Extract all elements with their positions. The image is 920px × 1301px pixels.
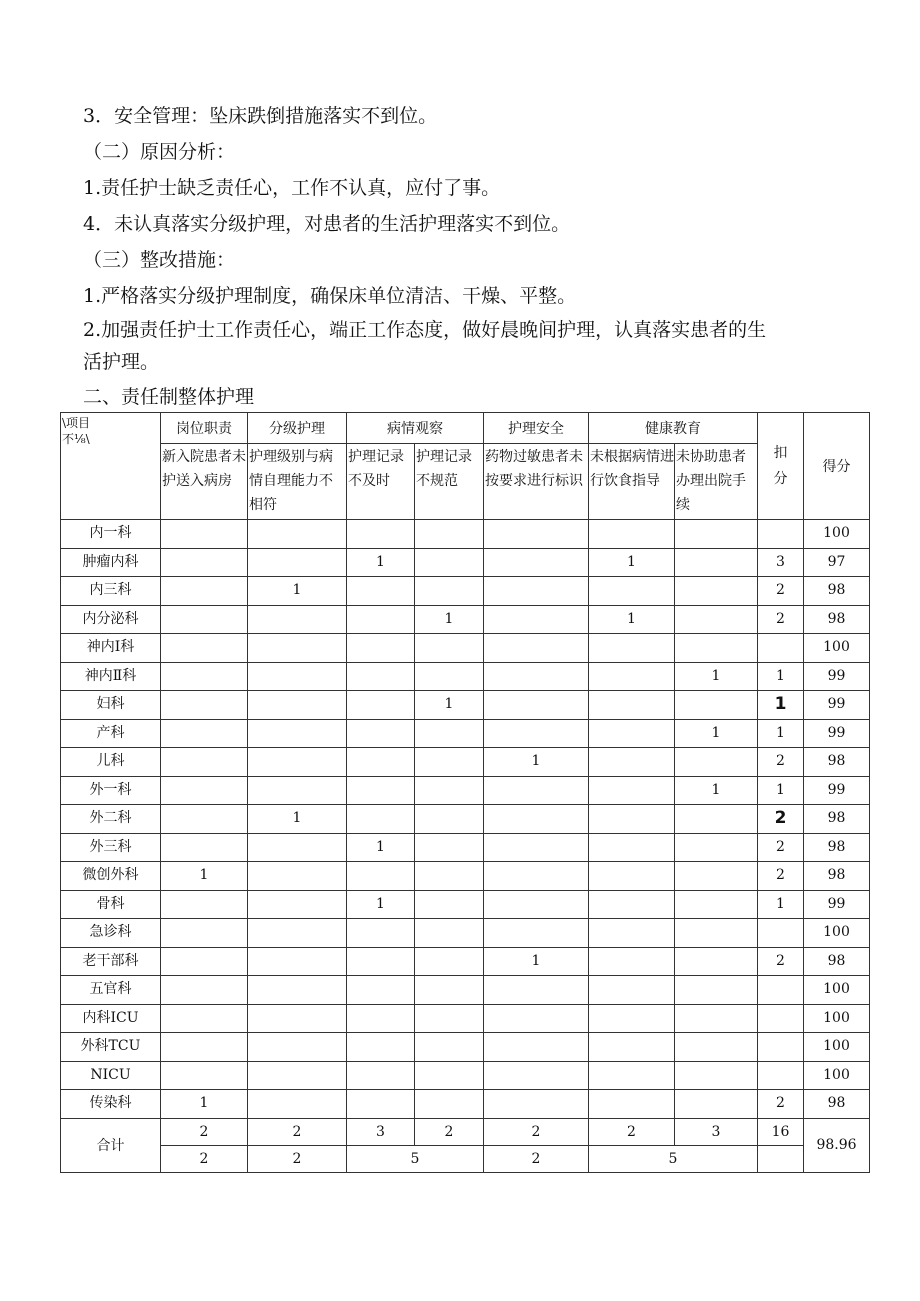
count-cell [415,520,484,549]
count-cell [484,890,589,919]
score-cell: 100 [804,634,870,663]
score-cell: 99 [804,662,870,691]
count-cell [484,605,589,634]
count-cell [589,947,675,976]
count-cell [248,976,347,1005]
count-cell [589,662,675,691]
count-cell [347,1004,415,1033]
count-cell [484,833,589,862]
count-cell [347,662,415,691]
count-cell [161,520,248,549]
table-row [61,577,870,606]
count-cell [248,634,347,663]
total-cell: 2 [161,1145,248,1172]
deduct-cell [758,1061,804,1090]
deduct-cell: 2 [758,947,804,976]
count-cell [161,890,248,919]
count-cell [675,634,758,663]
corner-cell [61,413,161,520]
count-cell [248,605,347,634]
count-cell [415,1004,484,1033]
table-row [61,691,870,720]
total-cell: 2 [484,1145,589,1172]
count-cell [347,919,415,948]
count-cell [248,862,347,891]
score-cell: 99 [804,890,870,919]
count-cell [161,976,248,1005]
table-row [61,890,870,919]
table-row [61,862,870,891]
count-cell: 1 [675,662,758,691]
score-cell: 100 [804,520,870,549]
count-cell [484,1090,589,1119]
deduct-cell: 2 [758,862,804,891]
table-row [61,919,870,948]
total-cell: 2 [484,1118,589,1145]
deduct-cell: 2 [758,1090,804,1119]
count-cell [675,748,758,777]
section-title: 二、责任制整体护理 [83,386,255,408]
count-cell [589,1061,675,1090]
count-cell [347,520,415,549]
count-cell [484,976,589,1005]
count-cell [589,634,675,663]
group-header: 健康教育 [589,413,758,444]
deduct-cell: 2 [758,605,804,634]
count-cell [589,520,675,549]
count-cell [248,662,347,691]
department-cell: 外科TCU [61,1033,161,1062]
deduct-cell [758,919,804,948]
count-cell [415,947,484,976]
department-cell: 微创外科 [61,862,161,891]
count-cell [347,691,415,720]
table-row [61,805,870,834]
count-cell [589,1090,675,1119]
count-cell [484,691,589,720]
count-cell [161,662,248,691]
count-cell [589,833,675,862]
count-cell [248,833,347,862]
department-cell: 内科ICU [61,1004,161,1033]
nursing-table [60,412,870,1173]
table-row [61,776,870,805]
count-cell [347,605,415,634]
score-cell: 100 [804,1061,870,1090]
count-cell [675,1061,758,1090]
subheader: 未协助患者办理出院手续 [675,444,758,520]
count-cell [415,776,484,805]
count-cell [415,1061,484,1090]
group-header: 病情观察 [347,413,484,444]
count-cell [484,548,589,577]
count-cell [161,748,248,777]
score-cell: 98 [804,748,870,777]
group-header: 分级护理 [248,413,347,444]
department-cell: 急诊科 [61,919,161,948]
deduct-cell: 1 [758,662,804,691]
count-cell: 1 [675,776,758,805]
total-cell: 2 [248,1145,347,1172]
count-cell [484,919,589,948]
table-row [61,548,870,577]
score-cell: 99 [804,691,870,720]
deduct-cell: 2 [758,577,804,606]
count-cell [675,1033,758,1062]
subheader: 药物过敏患者未按要求进行标识 [484,444,589,520]
subheader: 未根据病情进行饮食指导 [589,444,675,520]
department-cell: 外三科 [61,833,161,862]
table-row [61,833,870,862]
paragraph-6: 1.严格落实分级护理制度，确保床单位清洁、干燥、平整。 [83,285,577,307]
count-cell [161,605,248,634]
count-cell [248,776,347,805]
department-cell: 产科 [61,719,161,748]
count-cell [484,719,589,748]
deduct-cell [758,520,804,549]
count-cell [161,1061,248,1090]
count-cell [161,548,248,577]
table-row [61,1061,870,1090]
count-cell [248,890,347,919]
count-cell [675,520,758,549]
total-cell: 2 [161,1118,248,1145]
count-cell [347,976,415,1005]
count-cell [347,577,415,606]
deduct-header: 扣 分 [758,413,804,520]
count-cell [589,748,675,777]
department-cell: 外一科 [61,776,161,805]
department-cell: 传染科 [61,1090,161,1119]
deduct-cell: 1 [758,776,804,805]
table-row [61,1004,870,1033]
count-cell [161,919,248,948]
score-cell: 98 [804,833,870,862]
deduct-cell: 2 [758,748,804,777]
count-cell [415,833,484,862]
count-cell [589,577,675,606]
count-cell [415,748,484,777]
total-cell: 5 [347,1145,484,1172]
subheader: 护理记录不规范 [415,444,484,520]
deduct-cell: 2 [758,805,804,834]
count-cell [675,890,758,919]
deduct-cell: 2 [758,833,804,862]
score-cell: 99 [804,776,870,805]
department-cell: 骨科 [61,890,161,919]
count-cell [161,1004,248,1033]
department-cell: 妇科 [61,691,161,720]
count-cell [589,919,675,948]
score-cell: 97 [804,548,870,577]
count-cell [347,1090,415,1119]
count-cell [248,1004,347,1033]
count-cell [415,719,484,748]
total-cell: 2 [415,1118,484,1145]
subheader: 新入院患者未护送入病房 [161,444,248,520]
count-cell [484,805,589,834]
subheader: 护理记录不及时 [347,444,415,520]
score-cell: 98 [804,805,870,834]
department-cell: 老干部科 [61,947,161,976]
count-cell: 1 [161,1090,248,1119]
deduct-cell [758,1004,804,1033]
count-cell: 1 [347,890,415,919]
score-cell: 98 [804,947,870,976]
table-row [61,520,870,549]
count-cell [484,1033,589,1062]
count-cell [161,947,248,976]
count-cell: 1 [347,548,415,577]
count-cell [248,719,347,748]
table-row [61,662,870,691]
table-row [61,748,870,777]
count-cell [415,1090,484,1119]
count-cell [415,976,484,1005]
count-cell [589,776,675,805]
count-cell [589,1004,675,1033]
count-cell [415,890,484,919]
score-cell: 100 [804,919,870,948]
count-cell [415,862,484,891]
department-cell: 内一科 [61,520,161,549]
total-cell: 2 [248,1118,347,1145]
count-cell: 1 [161,862,248,891]
total-cell: 2 [589,1118,675,1145]
count-cell [484,776,589,805]
count-cell [675,862,758,891]
deduct-cell [758,976,804,1005]
table-row [61,605,870,634]
count-cell [589,719,675,748]
count-cell [347,776,415,805]
score-cell: 100 [804,976,870,1005]
deduct-cell: 1 [758,890,804,919]
count-cell [675,919,758,948]
count-cell [675,1004,758,1033]
department-cell: 外二科 [61,805,161,834]
department-cell: 内三科 [61,577,161,606]
count-cell [484,577,589,606]
department-cell: NICU [61,1061,161,1090]
count-cell [415,919,484,948]
deduct-cell [758,1033,804,1062]
count-cell [675,947,758,976]
count-cell: 1 [248,577,347,606]
deduct-cell: 1 [758,719,804,748]
count-cell [675,833,758,862]
count-cell: 1 [484,947,589,976]
count-cell [161,719,248,748]
count-cell [161,833,248,862]
count-cell [484,662,589,691]
count-cell [347,719,415,748]
count-cell [248,1090,347,1119]
paragraph-7: 2.加强责任护士工作责任心，端正工作态度，做好晨晚间护理，认真落实患者的生 [83,319,767,341]
corner-top: \项目 [62,416,91,430]
count-cell [347,1033,415,1062]
total-deduct: 16 [758,1118,804,1145]
count-cell [675,1090,758,1119]
count-cell [248,548,347,577]
count-cell [589,976,675,1005]
deduct-cell [758,634,804,663]
count-cell [589,862,675,891]
count-cell [248,1061,347,1090]
count-cell [347,805,415,834]
score-cell: 98 [804,862,870,891]
paragraph-2: （二）原因分析： [83,141,236,163]
score-cell: 98 [804,1090,870,1119]
count-cell [248,1033,347,1062]
count-cell [589,691,675,720]
count-cell [675,577,758,606]
subheader: 护理级别与病情自理能力不相符 [248,444,347,520]
department-cell: 神内Ⅰ科 [61,634,161,663]
count-cell [248,947,347,976]
paragraph-3: 1.责任护士缺乏责任心，工作不认真，应付了事。 [83,177,501,199]
count-cell [347,947,415,976]
count-cell [675,548,758,577]
table-row [61,947,870,976]
count-cell [347,1061,415,1090]
table-row [61,634,870,663]
total-deduct-empty [758,1145,804,1172]
count-cell [484,1061,589,1090]
count-cell: 1 [589,548,675,577]
count-cell [248,919,347,948]
count-cell [675,605,758,634]
count-cell [161,577,248,606]
corner-bottom: 不⅛\ [62,432,90,446]
department-cell: 五官科 [61,976,161,1005]
count-cell [484,520,589,549]
table-row [61,1090,870,1119]
group-header: 岗位职责 [161,413,248,444]
total-score: 98.96 [804,1118,870,1172]
total-label: 合计 [61,1118,161,1172]
count-cell [675,976,758,1005]
count-cell [589,890,675,919]
count-cell [589,1033,675,1062]
count-cell [675,691,758,720]
group-header: 护理安全 [484,413,589,444]
count-cell [484,862,589,891]
department-cell: 神内Ⅱ科 [61,662,161,691]
count-cell [589,805,675,834]
deduct-cell: 3 [758,548,804,577]
score-cell: 100 [804,1004,870,1033]
count-cell [415,1033,484,1062]
count-cell [161,776,248,805]
count-cell: 1 [589,605,675,634]
count-cell [415,805,484,834]
count-cell [248,748,347,777]
total-cell: 3 [347,1118,415,1145]
total-cell: 5 [589,1145,758,1172]
table-row [61,1033,870,1062]
count-cell [347,862,415,891]
count-cell [675,805,758,834]
count-cell [415,548,484,577]
count-cell [415,662,484,691]
department-cell: 肿瘤内科 [61,548,161,577]
paragraph-8: 活护理。 [83,351,160,373]
score-cell: 99 [804,719,870,748]
count-cell [248,520,347,549]
paragraph-4: 4．未认真落实分级护理，对患者的生活护理落实不到位。 [83,213,571,235]
count-cell [248,691,347,720]
department-cell: 儿科 [61,748,161,777]
score-header: 得分 [804,413,870,520]
count-cell [484,634,589,663]
score-cell: 98 [804,577,870,606]
count-cell [347,748,415,777]
table-row [61,719,870,748]
total-cell: 3 [675,1118,758,1145]
count-cell: 1 [415,605,484,634]
count-cell [415,577,484,606]
count-cell: 1 [415,691,484,720]
count-cell: 1 [484,748,589,777]
deduct-cell: 1 [758,691,804,720]
count-cell [161,1033,248,1062]
department-cell: 内分泌科 [61,605,161,634]
count-cell: 1 [347,833,415,862]
count-cell [415,634,484,663]
score-cell: 100 [804,1033,870,1062]
table-row [61,976,870,1005]
count-cell [161,691,248,720]
count-cell [161,805,248,834]
count-cell: 1 [248,805,347,834]
count-cell [484,1004,589,1033]
paragraph-5: （三）整改措施： [83,249,236,271]
paragraph-1: 3．安全管理：坠床跌倒措施落实不到位。 [83,105,438,127]
count-cell [161,634,248,663]
score-cell: 98 [804,605,870,634]
count-cell [347,634,415,663]
count-cell: 1 [675,719,758,748]
